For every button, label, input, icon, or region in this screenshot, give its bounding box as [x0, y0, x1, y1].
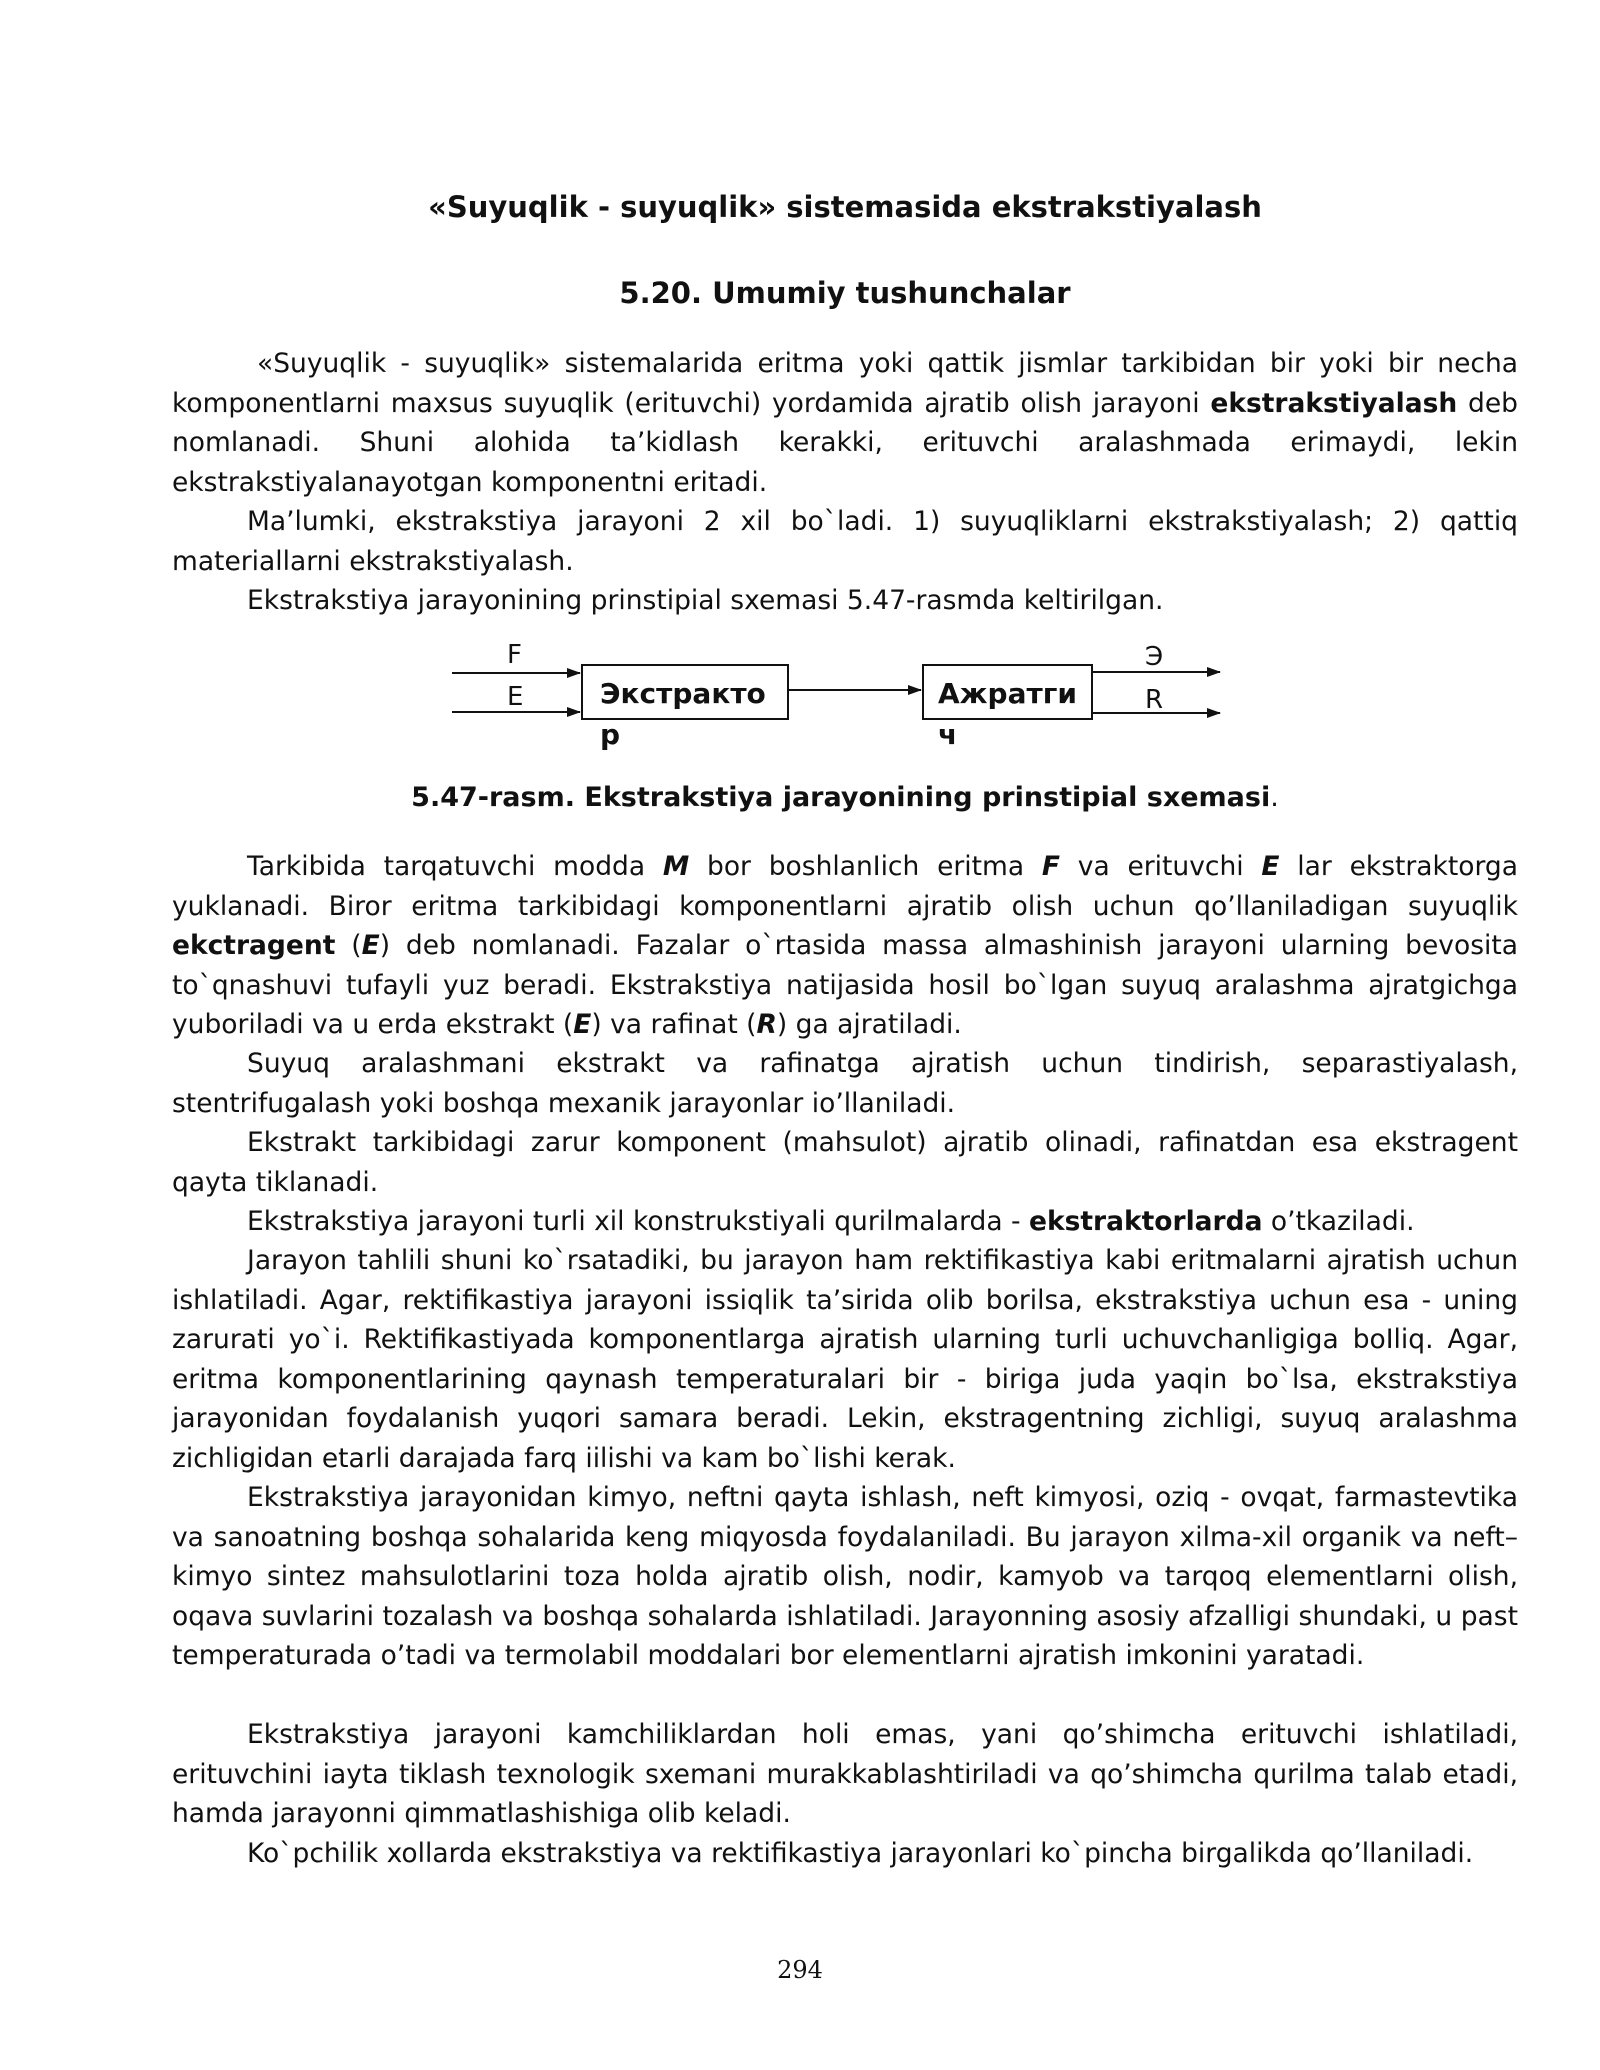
paragraph-text: Tarkibida tarqatuvchi modda — [247, 851, 663, 882]
symbol-r: R — [756, 1009, 777, 1040]
paragraph-text: Ekstrakstiya jarayoni turli xil konstrukstiyali qurilmalarda - — [247, 1206, 1030, 1237]
term-ekctragent: ekctragent — [172, 930, 336, 961]
term-ekstraktorlarda: ekstraktorlarda — [1029, 1206, 1263, 1237]
symbol-e: E — [1261, 851, 1280, 882]
paragraph-text: ) ga ajratiladi. — [776, 1009, 962, 1040]
extraction-scheme-diagram — [172, 0, 1518, 780]
paragraph-types: Ma’lumki, ekstrakstiya jarayoni 2 xil bo`ladi. 1) suyuqliklarni ekstrakstiyalash; 2) qattiq materiallarni ekstrakstiyalash. — [172, 506, 1518, 577]
separator-label-wrap: ч — [938, 718, 958, 751]
paragraph-text: va erituvchi — [1059, 851, 1262, 882]
paragraph-text: ) va rafinat ( — [591, 1009, 757, 1040]
label-raffinate-out: R — [1145, 685, 1164, 715]
label-f: F — [507, 640, 522, 670]
symbol-m: M — [662, 851, 690, 882]
paragraph-text: lar ekstraktorga yuklanadi. Biror eritma tarkibidagi komponentlarni ajratib olish uchun qo’llaniladigan suyuqlik — [172, 851, 1518, 922]
paragraph-text: bor boshlanIich eritma — [689, 851, 1042, 882]
paragraph-extract: Ekstrakt tarkibidagi zarur komponent (mahsulot) ajratib olinadi, rafinatdan esa ekstragent qayta tiklanadi. — [172, 1127, 1518, 1198]
symbol-f: F — [1041, 851, 1060, 882]
paragraph-text: «Suyuqlik - suyuqlik» sistemalarida eritma yoki qattik jismlar tarkibidan bir yoki bir necha komponentlarni maxsus suyuqlik (erituvchi) yordamida ajratib olish jarayoni — [172, 348, 1518, 419]
paragraph-extractors — [172, 1202, 1518, 1242]
extractor-label: Экстракто — [600, 677, 766, 710]
term-ekstrakstiyalash: ekstrakstiyalash — [1210, 387, 1458, 419]
symbol-e: E — [361, 930, 380, 961]
paragraph-process — [172, 847, 1518, 1045]
paragraph-text: ) deb nomlanadi. Fazalar o`rtasida massa almashinish jarayoni ularning bevosita to`qnashuvi tufayli yuz beradi. Ekstrakstiya natijasida hosil bo`lgan suyuq aralashma ajratgichga yuboriladi va u erda ekstrakt ( — [172, 930, 1518, 1040]
caption-period: . — [1270, 782, 1279, 813]
separator-label: Ажратги — [938, 677, 1077, 710]
paragraph-separation: Suyuq aralashmani ekstrakt va rafinatga ajratish uchun tindirish, separastiyalash, stentrifugalash yoki boshqa mexanik jarayonlar io’llaniladi. — [172, 1048, 1518, 1119]
paragraph-combined: Ko`pchilik xollarda ekstrakstiya va rektifikastiya jarayonlari ko`pincha birgalikda qo’llaniladi. — [247, 1838, 1474, 1869]
section-title: 5.20. Umumiy tushunchalar — [619, 276, 1071, 310]
paragraph-drawbacks: Ekstrakstiya jarayoni kamchiliklardan holi emas, yani qo’shimcha erituvchi ishlatiladi, erituvchini iayta tiklash texnologik sxemani murakkablashtiriladi va qo’shimcha qurilma talab etadi, hamda jarayonni qimmatlashishiga olib keladi. — [172, 1719, 1518, 1829]
paragraph-text: deb nomlanadi. Shuni alohida ta’kidlash kerakki, erituvchi aralashmada erimaydi, lekin ekstrakstiyalanayotgan komponentni eritadi. — [172, 387, 1518, 498]
extractor-label-wrap: р — [600, 718, 621, 751]
paragraph-text: o’tkaziladi. — [1262, 1206, 1415, 1237]
document-title: «Suyuqlik - suyuqlik» sistemasida ekstrakstiyalash — [428, 190, 1262, 224]
label-extract-out: Э — [1145, 642, 1164, 672]
symbol-e: E — [573, 1009, 592, 1040]
paragraph-text: ( — [335, 930, 362, 961]
paragraph-analysis: Jarayon tahlili shuni ko`rsatadiki, bu jarayon ham rektifikastiya kabi eritmalarni ajratish uchun ishlatiladi. Agar, rektifikastiya jarayoni issiqlik ta’sirida olib borilsa, ekstrakstiya uchun esa - uning zarurati yo`i. Rektifikastiyada komponentlarga ajratish ularning turli uchuvchanligiga boIliq. Agar, eritma komponentlarining qaynash temperaturalari bir - biriga juda yaqin bo`lsa, ekstrakstiya jarayonidan foydalanish yuqori samara beradi. Lekin, ekstragentning zichligi, suyuq aralashma zichligidan etarli darajada farq iilishi va kam bo`lishi kerak. — [172, 1245, 1518, 1474]
figure-caption — [172, 780, 1518, 816]
label-e: E — [507, 682, 524, 712]
caption-text: 5.47-rasm. Ekstrakstiya jarayonining prinstipial sxemasi — [411, 782, 1271, 813]
page-number: 294 — [777, 1956, 823, 1984]
paragraph-scheme-ref: Ekstrakstiya jarayonining prinstipial sxemasi 5.47-rasmda keltirilgan. — [247, 585, 1164, 616]
paragraph-applications: Ekstrakstiya jarayonidan kimyo, neftni qayta ishlash, neft kimyosi, oziq - ovqat, farmastevtika va sanoatning boshqa sohalarida keng miqyosda foydalaniladi. Bu jarayon xilma-xil organik va neft–kimyo sintez mahsulotlarini toza holda ajratib olish, nodir, kamyob va tarqoq elementlarni olish, oqava suvlarini tozalash va boshqa sohalarda ishlatiladi. Jarayonning asosiy afzalligi shundaki, u past temperaturada o’tadi va termolabil moddalari bor elementlarni ajratish imkonini yaratadi. — [172, 1482, 1518, 1671]
